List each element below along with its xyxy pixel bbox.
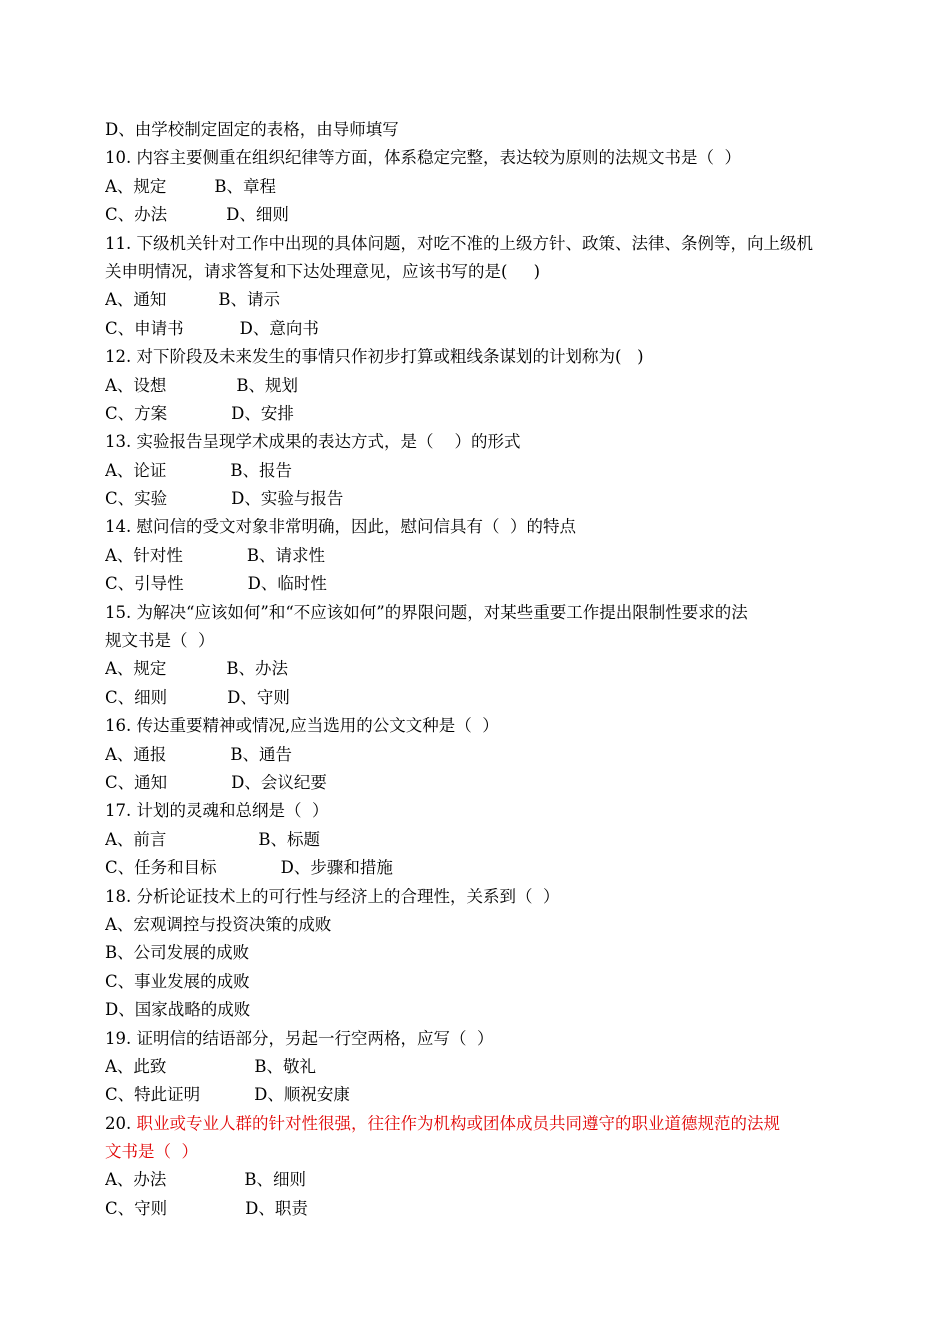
- option-left: C、守则: [105, 1198, 168, 1218]
- text-line: 关申明情况，请求答复和下达处理意见，应该书写的是( ): [105, 261, 541, 281]
- option-right: B、规划: [236, 375, 299, 395]
- option-line: [105, 542, 850, 570]
- option-right: B、标题: [258, 829, 321, 849]
- text-line: 17. 计划的灵魂和总纲是（ ）: [105, 801, 329, 821]
- text-line: 13. 实验报告呈现学术成果的表达方式，是（ ）的形式: [105, 432, 521, 452]
- option-right: D、会议纪要: [231, 772, 327, 792]
- option-left: A、论证: [105, 460, 167, 480]
- option-left: C、细则: [105, 687, 168, 707]
- text-line: D、由学校制定固定的表格，由导师填写: [105, 120, 399, 139]
- document-page: [105, 116, 850, 1223]
- option-left: A、此致: [105, 1056, 167, 1076]
- option-line: [105, 1053, 850, 1081]
- option-line: [105, 400, 850, 428]
- text-line: 规文书是（ ）: [105, 631, 215, 651]
- option-right: B、请求性: [246, 545, 326, 565]
- option-line: [105, 1081, 850, 1109]
- option-line: [105, 1166, 850, 1194]
- option-line: [105, 485, 850, 513]
- option-line: [105, 1195, 850, 1223]
- option-left: C、申请书: [105, 318, 184, 338]
- option-left: C、引导性: [105, 574, 184, 594]
- option-left: A、针对性: [105, 545, 183, 565]
- text-line: 16. 传达重要精神或情况,应当选用的公文文种是（ ）: [105, 716, 499, 736]
- option-right: B、章程: [214, 176, 277, 196]
- text-line: [105, 1110, 850, 1138]
- option-line: [105, 741, 850, 769]
- option-right: D、守则: [227, 687, 290, 707]
- option-left: C、任务和目标: [105, 858, 217, 878]
- option-right: D、顺祝安康: [254, 1085, 350, 1105]
- text-line: A、宏观调控与投资决策的成败: [105, 914, 332, 934]
- option-right: D、步骤和措施: [280, 858, 393, 878]
- text-line: 12. 对下阶段及未来发生的事情只作初步打算或粗线条谋划的计划称为( ): [105, 347, 644, 367]
- option-left: A、通知: [105, 290, 167, 310]
- option-line: [105, 570, 850, 598]
- text-line: 10. 内容主要侧重在组织纪律等方面，体系稳定完整，表达较为原则的法规文书是（ ）: [105, 148, 741, 168]
- option-left: A、规定: [105, 659, 167, 679]
- option-right: D、临时性: [247, 574, 327, 594]
- option-left: A、前言: [105, 829, 167, 849]
- highlighted-question-text: 职业或专业人群的针对性很强，往往作为机构或团体成员共同遵守的职业道德规范的法规: [136, 1113, 780, 1133]
- option-left: C、方案: [105, 403, 168, 423]
- option-left: C、办法: [105, 205, 168, 225]
- option-right: B、敬礼: [254, 1056, 317, 1076]
- option-line: [105, 286, 850, 314]
- text-line: B、公司发展的成败: [105, 943, 250, 963]
- option-line: [105, 655, 850, 683]
- question-number: 20.: [105, 1113, 137, 1133]
- option-right: D、安排: [231, 403, 294, 423]
- text-line: 14. 慰问信的受文对象非常明确，因此，慰问信具有（ ）的特点: [105, 517, 576, 537]
- text-line: C、事业发展的成败: [105, 971, 250, 991]
- option-left: C、实验: [105, 489, 168, 509]
- option-right: B、办法: [226, 659, 289, 679]
- option-right: D、意向书: [239, 318, 319, 338]
- option-right: B、报告: [230, 460, 293, 480]
- text-line: 19. 证明信的结语部分，另起一行空两格，应写（ ）: [105, 1028, 494, 1048]
- option-left: C、特此证明: [105, 1085, 201, 1105]
- text-line: 11. 下级机关针对工作中出现的具体问题，对吃不准的上级方针、政策、法律、条例等，向上级机: [105, 233, 813, 253]
- option-line: [105, 457, 850, 485]
- option-right: B、细则: [244, 1170, 307, 1190]
- option-line: [105, 769, 850, 797]
- option-line: [105, 684, 850, 712]
- option-right: D、职责: [245, 1198, 308, 1218]
- option-left: A、设想: [105, 375, 167, 395]
- option-line: [105, 372, 850, 400]
- option-right: D、细则: [226, 205, 289, 225]
- option-line: [105, 315, 850, 343]
- option-line: [105, 201, 850, 229]
- text-line: D、国家战略的成败: [105, 1000, 251, 1020]
- text-line: 18. 分析论证技术上的可行性与经济上的合理性，关系到（ ）: [105, 886, 560, 906]
- option-left: A、办法: [105, 1170, 167, 1190]
- option-right: B、通告: [230, 744, 293, 764]
- text-line: 15. 为解决“应该如何”和“不应该如何”的界限问题，对某些重要工作提出限制性要求的法: [105, 602, 748, 622]
- text-line: 文书是（ ）: [105, 1142, 198, 1162]
- option-left: A、通报: [105, 744, 167, 764]
- option-right: D、实验与报告: [231, 489, 344, 509]
- option-line: [105, 854, 850, 882]
- option-right: B、请示: [218, 290, 281, 310]
- option-left: C、通知: [105, 772, 168, 792]
- option-left: A、规定: [105, 176, 167, 196]
- option-line: [105, 173, 850, 201]
- option-line: [105, 826, 850, 854]
